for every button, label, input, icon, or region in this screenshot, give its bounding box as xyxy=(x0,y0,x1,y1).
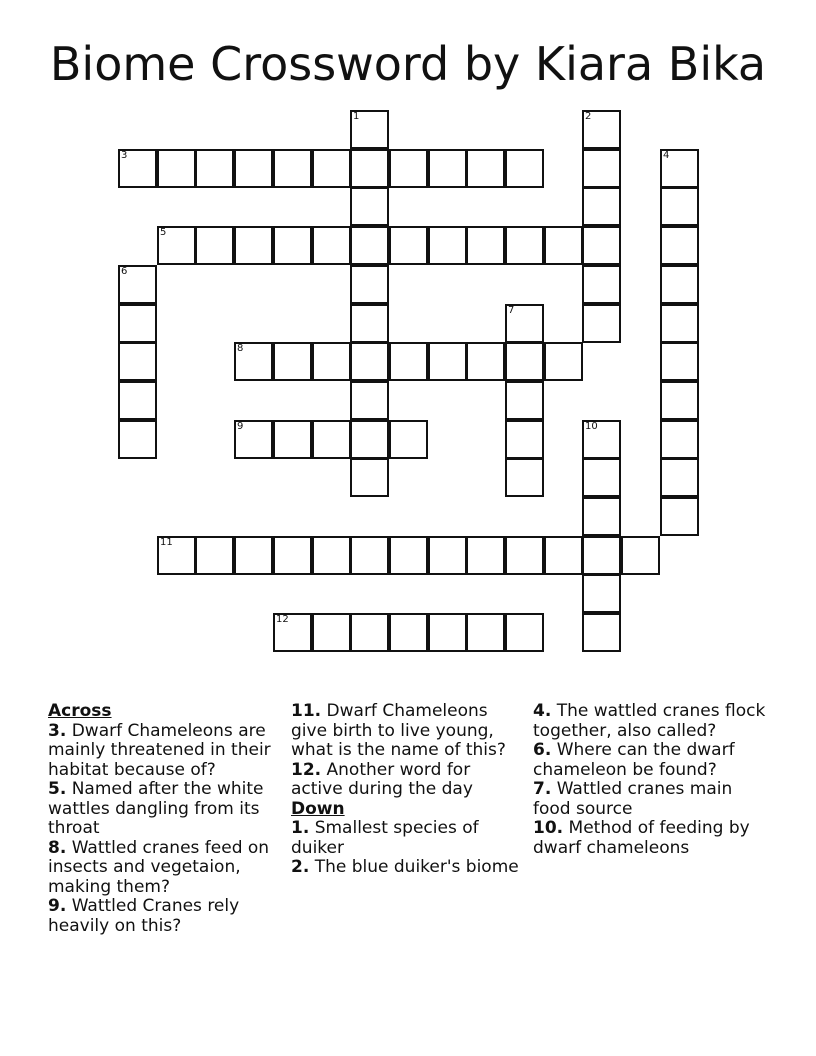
clue-text: Smallest species of duiker xyxy=(291,818,479,858)
crossword-cell[interactable] xyxy=(544,536,583,575)
crossword-cell[interactable] xyxy=(273,613,312,652)
clue-number: 1. xyxy=(291,818,310,838)
crossword-cell[interactable] xyxy=(312,342,351,381)
crossword-cell[interactable] xyxy=(273,226,312,265)
crossword-cell[interactable] xyxy=(544,226,583,265)
crossword-cell[interactable] xyxy=(312,420,351,459)
crossword-cell[interactable] xyxy=(582,420,621,459)
crossword-cell[interactable] xyxy=(505,149,544,188)
crossword-cell[interactable] xyxy=(660,458,699,497)
crossword-cell[interactable] xyxy=(195,149,234,188)
cell-number: 5 xyxy=(160,227,167,238)
clue-text: Wattled cranes main food source xyxy=(533,779,733,819)
clue-down-2 xyxy=(291,858,523,878)
crossword-cell[interactable] xyxy=(195,226,234,265)
clue-down-1 xyxy=(291,819,523,858)
clue-text: Method of feeding by dwarf chameleons xyxy=(533,818,750,858)
cell-number: 4 xyxy=(663,150,670,161)
crossword-cell[interactable] xyxy=(428,536,467,575)
crossword-cell[interactable] xyxy=(660,342,699,381)
crossword-cell[interactable] xyxy=(350,420,389,459)
crossword-cell[interactable] xyxy=(660,187,699,226)
crossword-cell[interactable] xyxy=(389,420,428,459)
crossword-cell[interactable] xyxy=(428,226,467,265)
crossword-cell[interactable] xyxy=(118,381,157,420)
clue-text: Where can the dwarf chameleon be found? xyxy=(533,740,735,780)
crossword-cell[interactable] xyxy=(660,265,699,304)
crossword-cell[interactable] xyxy=(428,342,467,381)
cell-number: 8 xyxy=(237,343,244,354)
crossword-cell[interactable] xyxy=(582,226,621,265)
crossword-cell[interactable] xyxy=(582,110,621,149)
crossword-cell[interactable] xyxy=(660,226,699,265)
crossword-cell[interactable] xyxy=(466,149,505,188)
crossword-cell[interactable] xyxy=(582,187,621,226)
crossword-cell[interactable] xyxy=(118,304,157,343)
clue-text: Dwarf Chameleons give birth to live young, what is the name of this? xyxy=(291,701,506,760)
crossword-cell[interactable] xyxy=(350,226,389,265)
clue-number: 10. xyxy=(533,818,564,838)
crossword-cell[interactable] xyxy=(350,381,389,420)
clue-down-7 xyxy=(533,780,769,819)
crossword-cell[interactable] xyxy=(505,420,544,459)
crossword-cell[interactable] xyxy=(350,458,389,497)
crossword-cell[interactable] xyxy=(118,342,157,381)
cell-number: 9 xyxy=(237,421,244,432)
crossword-cell[interactable] xyxy=(582,265,621,304)
clue-number: 3. xyxy=(48,720,67,741)
crossword-cell[interactable] xyxy=(582,536,621,575)
clue-number: 5. xyxy=(48,779,67,799)
crossword-cell[interactable] xyxy=(582,458,621,497)
crossword-cell[interactable] xyxy=(234,149,273,188)
crossword-cell[interactable] xyxy=(350,187,389,226)
clue-across-5 xyxy=(48,780,280,839)
crossword-cell[interactable] xyxy=(350,110,389,149)
crossword-cell[interactable] xyxy=(157,536,196,575)
crossword-cell[interactable] xyxy=(582,613,621,652)
crossword-cell[interactable] xyxy=(312,226,351,265)
crossword-cell[interactable] xyxy=(582,574,621,613)
clue-number: 4. xyxy=(533,701,552,721)
clue-number: 6. xyxy=(533,740,552,760)
crossword-cell[interactable] xyxy=(544,342,583,381)
crossword-cell[interactable] xyxy=(428,149,467,188)
clue-number: 12. xyxy=(291,759,322,780)
crossword-cell[interactable] xyxy=(505,226,544,265)
crossword-cell[interactable] xyxy=(466,342,505,381)
crossword-cell[interactable] xyxy=(273,536,312,575)
clue-number: 9. xyxy=(48,896,67,916)
crossword-cell[interactable] xyxy=(389,149,428,188)
crossword-cell[interactable] xyxy=(389,226,428,265)
across-heading: Across xyxy=(48,701,112,721)
page-title: Biome Crossword by Kiara Bika xyxy=(49,37,767,91)
cell-number: 6 xyxy=(121,266,128,277)
cell-number: 10 xyxy=(585,421,598,432)
clue-text: Dwarf Chameleons are mainly threatened in their habitat because of? xyxy=(48,720,271,780)
crossword-cell[interactable] xyxy=(621,536,660,575)
clue-text: Another word for active during the day xyxy=(291,759,473,799)
crossword-cell[interactable] xyxy=(195,536,234,575)
crossword-cell[interactable] xyxy=(157,226,196,265)
crossword-cell[interactable] xyxy=(312,536,351,575)
clue-text: Wattled Cranes rely heavily on this? xyxy=(48,896,240,936)
crossword-cell[interactable] xyxy=(350,536,389,575)
crossword-cell[interactable] xyxy=(234,536,273,575)
crossword-cell[interactable] xyxy=(312,149,351,188)
crossword-cell[interactable] xyxy=(505,536,544,575)
crossword-cell[interactable] xyxy=(350,304,389,343)
clues-column-3 xyxy=(533,702,769,858)
down-heading: Down xyxy=(291,798,345,819)
clue-number: 11. xyxy=(291,701,322,721)
crossword-cell[interactable] xyxy=(118,420,157,459)
cell-number: 7 xyxy=(508,305,515,316)
crossword-cell[interactable] xyxy=(582,497,621,536)
clue-text: The wattled cranes flock together, also called? xyxy=(533,701,766,741)
crossword-cell[interactable] xyxy=(350,265,389,304)
crossword-cell[interactable] xyxy=(505,458,544,497)
cell-number: 1 xyxy=(353,111,360,122)
clues-column-1 xyxy=(48,702,280,936)
crossword-cell[interactable] xyxy=(234,226,273,265)
crossword-cell[interactable] xyxy=(505,381,544,420)
crossword-cell[interactable] xyxy=(234,420,273,459)
crossword-cell[interactable] xyxy=(428,613,467,652)
clue-across-8 xyxy=(48,839,280,898)
crossword-cell[interactable] xyxy=(273,420,312,459)
clue-across-11 xyxy=(291,702,523,761)
clue-text: Named after the white wattles dangling from its throat xyxy=(48,779,264,838)
crossword-cell[interactable] xyxy=(582,304,621,343)
clue-across-9 xyxy=(48,897,280,936)
crossword-cell[interactable] xyxy=(660,304,699,343)
cell-number: 3 xyxy=(121,150,128,161)
clue-text: The blue duiker's biome xyxy=(314,857,519,877)
crossword-cell[interactable] xyxy=(505,342,544,381)
clue-across-3 xyxy=(48,722,280,781)
crossword-cell[interactable] xyxy=(273,149,312,188)
clue-down-4 xyxy=(533,702,769,741)
crossword-cell[interactable] xyxy=(389,342,428,381)
cell-number: 11 xyxy=(160,537,173,548)
crossword-cell[interactable] xyxy=(234,342,273,381)
crossword-cell[interactable] xyxy=(157,149,196,188)
crossword-cell[interactable] xyxy=(312,613,351,652)
crossword-cell[interactable] xyxy=(350,613,389,652)
crossword-cell[interactable] xyxy=(466,226,505,265)
crossword-cell[interactable] xyxy=(118,149,157,188)
crossword-cell[interactable] xyxy=(505,613,544,652)
crossword-cell[interactable] xyxy=(660,497,699,536)
crossword-cell[interactable] xyxy=(660,381,699,420)
crossword-cell[interactable] xyxy=(466,613,505,652)
crossword-cell[interactable] xyxy=(660,420,699,459)
clue-number: 2. xyxy=(291,857,310,877)
cell-number: 12 xyxy=(276,614,289,625)
crossword-cell[interactable] xyxy=(466,536,505,575)
crossword-cell[interactable] xyxy=(505,304,544,343)
crossword-cell[interactable] xyxy=(118,265,157,304)
clue-number: 7. xyxy=(533,779,552,799)
crossword-cell[interactable] xyxy=(582,149,621,188)
cell-number: 2 xyxy=(585,111,592,122)
clue-down-6 xyxy=(533,741,769,780)
clues-column-2 xyxy=(291,702,523,878)
clue-down-10 xyxy=(533,819,769,858)
clue-across-12 xyxy=(291,761,523,800)
crossword-cell[interactable] xyxy=(350,342,389,381)
clue-text: Wattled cranes feed on insects and vegetaion, making them? xyxy=(48,837,270,897)
crossword-cell[interactable] xyxy=(389,613,428,652)
crossword-cell[interactable] xyxy=(660,149,699,188)
crossword-cell[interactable] xyxy=(389,536,428,575)
crossword-cell[interactable] xyxy=(350,149,389,188)
crossword-cell[interactable] xyxy=(273,342,312,381)
clue-number: 8. xyxy=(48,837,67,858)
